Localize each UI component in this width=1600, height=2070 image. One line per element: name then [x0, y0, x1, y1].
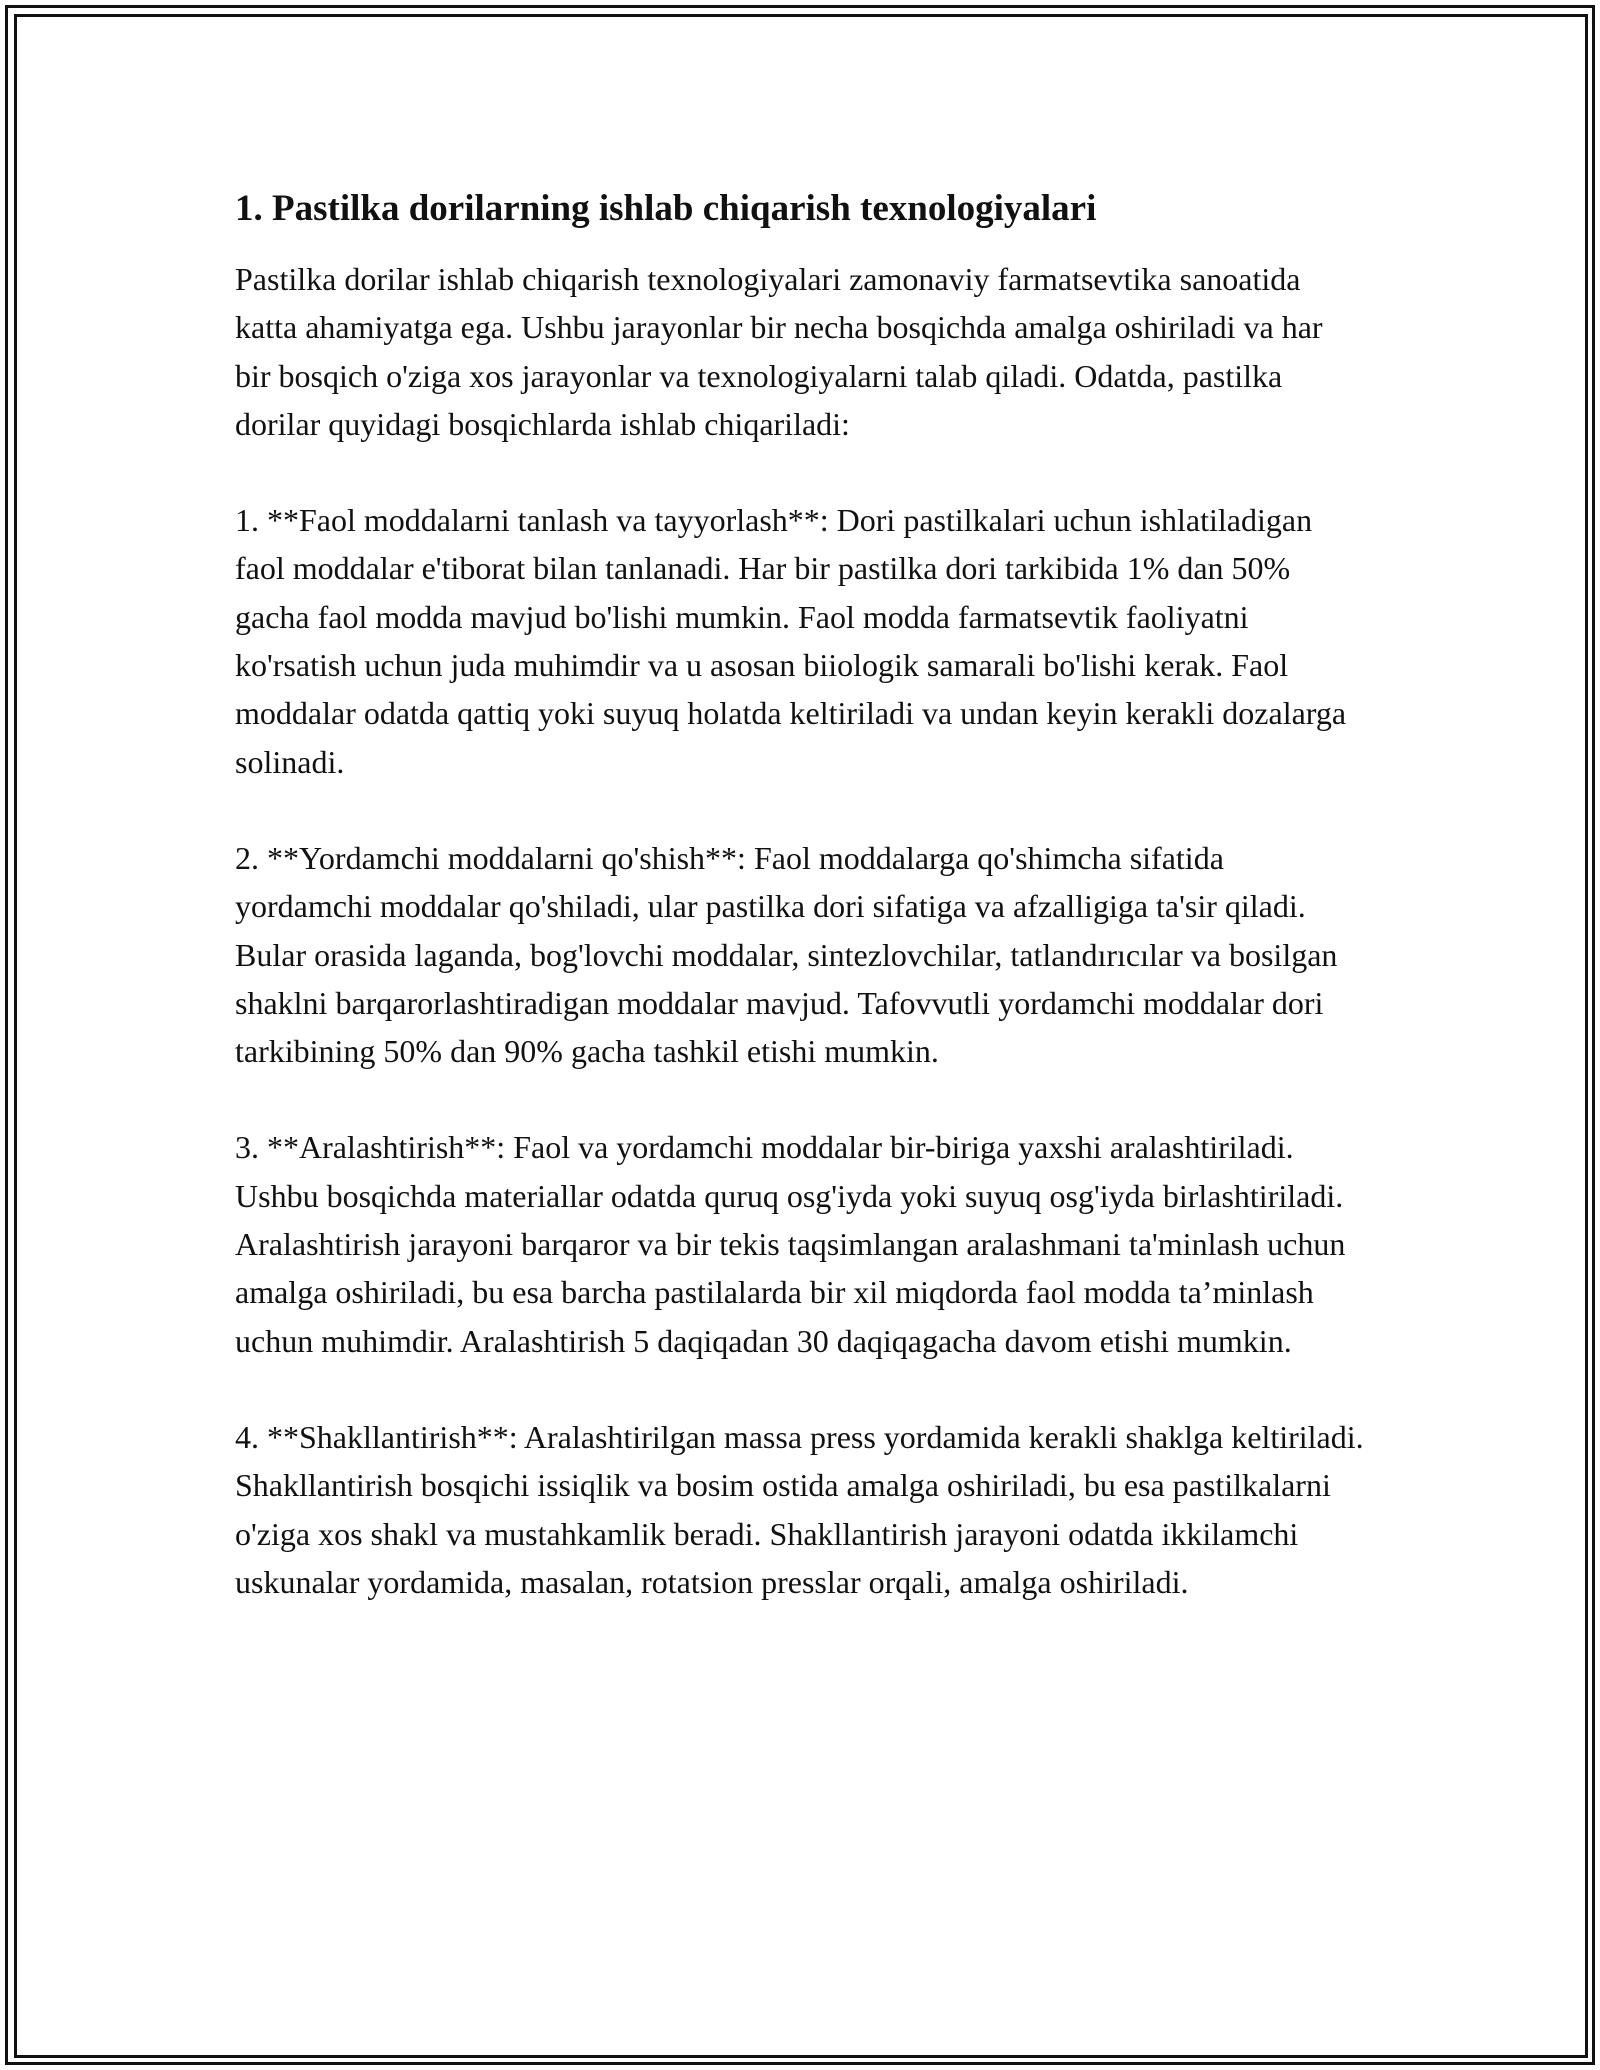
- page-title: 1. Pastilka dorilarning ishlab chiqarish texnologiyalari: [235, 188, 1097, 229]
- step-4-paragraph: 4. **Shakllantirish**: Aralashtirilgan massa press yordamida kerakli shaklga keltiriladi. Shakllantirish bosqichi issiqlik va bosim ostida amalga oshiriladi, bu esa pastilkalarni o'ziga xos shakl va mustahkamlik beradi. Shakllantirish jarayoni odatda ikkilamchi uskunalar yordamida, masalan, rotatsion presslar orqali, amalga oshiriladi.: [235, 1418, 1364, 1600]
- intro-paragraph: Pastilka dorilar ishlab chiqarish texnologiyalari zamonaviy farmatsevtika sanoatida katta ahamiyatga ega. Ushbu jarayonlar bir necha bosqichda amalga oshiriladi va har bir bosqich o'ziga xos jarayonlar va texnologiyalarni talab qiladi. Odatda, pastilka dorilar quyidagi bosqichlarda ishlab chiqariladi:: [235, 261, 1323, 442]
- step-2-paragraph: 2. **Yordamchi moddalarni qo'shish**: Faol moddalarga qo'shimcha sifatida yordamchi moddalar qo'shiladi, ular pastilka dori sifatiga va afzalligiga ta'sir qiladi. Bular orasida laganda, bog'lovchi moddalar, sintezlovchilar, tatlandırıcılar va bosilgan shaklni barqarorlashtiradigan moddalar mavjud. Tafovvutli yordamchi moddalar dori tarkibining 50% dan 90% gacha tashkil etishi mumkin.: [235, 839, 1338, 1070]
- document-body: [235, 185, 1365, 1654]
- step-1-paragraph: 1. **Faol moddalarni tanlash va tayyorlash**: Dori pastilkalari uchun ishlatiladigan faol moddalar e'tiborat bilan tanlanadi. Har bir pastilka dori tarkibida 1% dan 50% gacha faol modda mavjud bo'lishi mumkin. Faol modda farmatsevtik faoliyatni ko'rsatish uchun juda muhimdir va u asosan biiologik samarali bo'lishi kerak. Faol moddalar odatda qattiq yoki suyuq holatda keltiriladi va undan keyin kerakli dozalarga solinadi.: [235, 502, 1347, 780]
- step-3-paragraph: 3. **Aralashtirish**: Faol va yordamchi moddalar bir-biriga yaxshi aralashtiriladi. Ushbu bosqichda materiallar odatda quruq osg'iyda yoki suyuq osg'iyda birlashtiriladi. Aralashtirish jarayoni barqaror va bir tekis taqsimlangan aralashmani ta'minlash uchun amalga oshiriladi, bu esa barcha pastilalarda bir xil miqdorda faol modda ta’minlash uchun muhimdir. Aralashtirish 5 daqiqadan 30 daqiqagacha davom etishi mumkin.: [235, 1129, 1346, 1359]
